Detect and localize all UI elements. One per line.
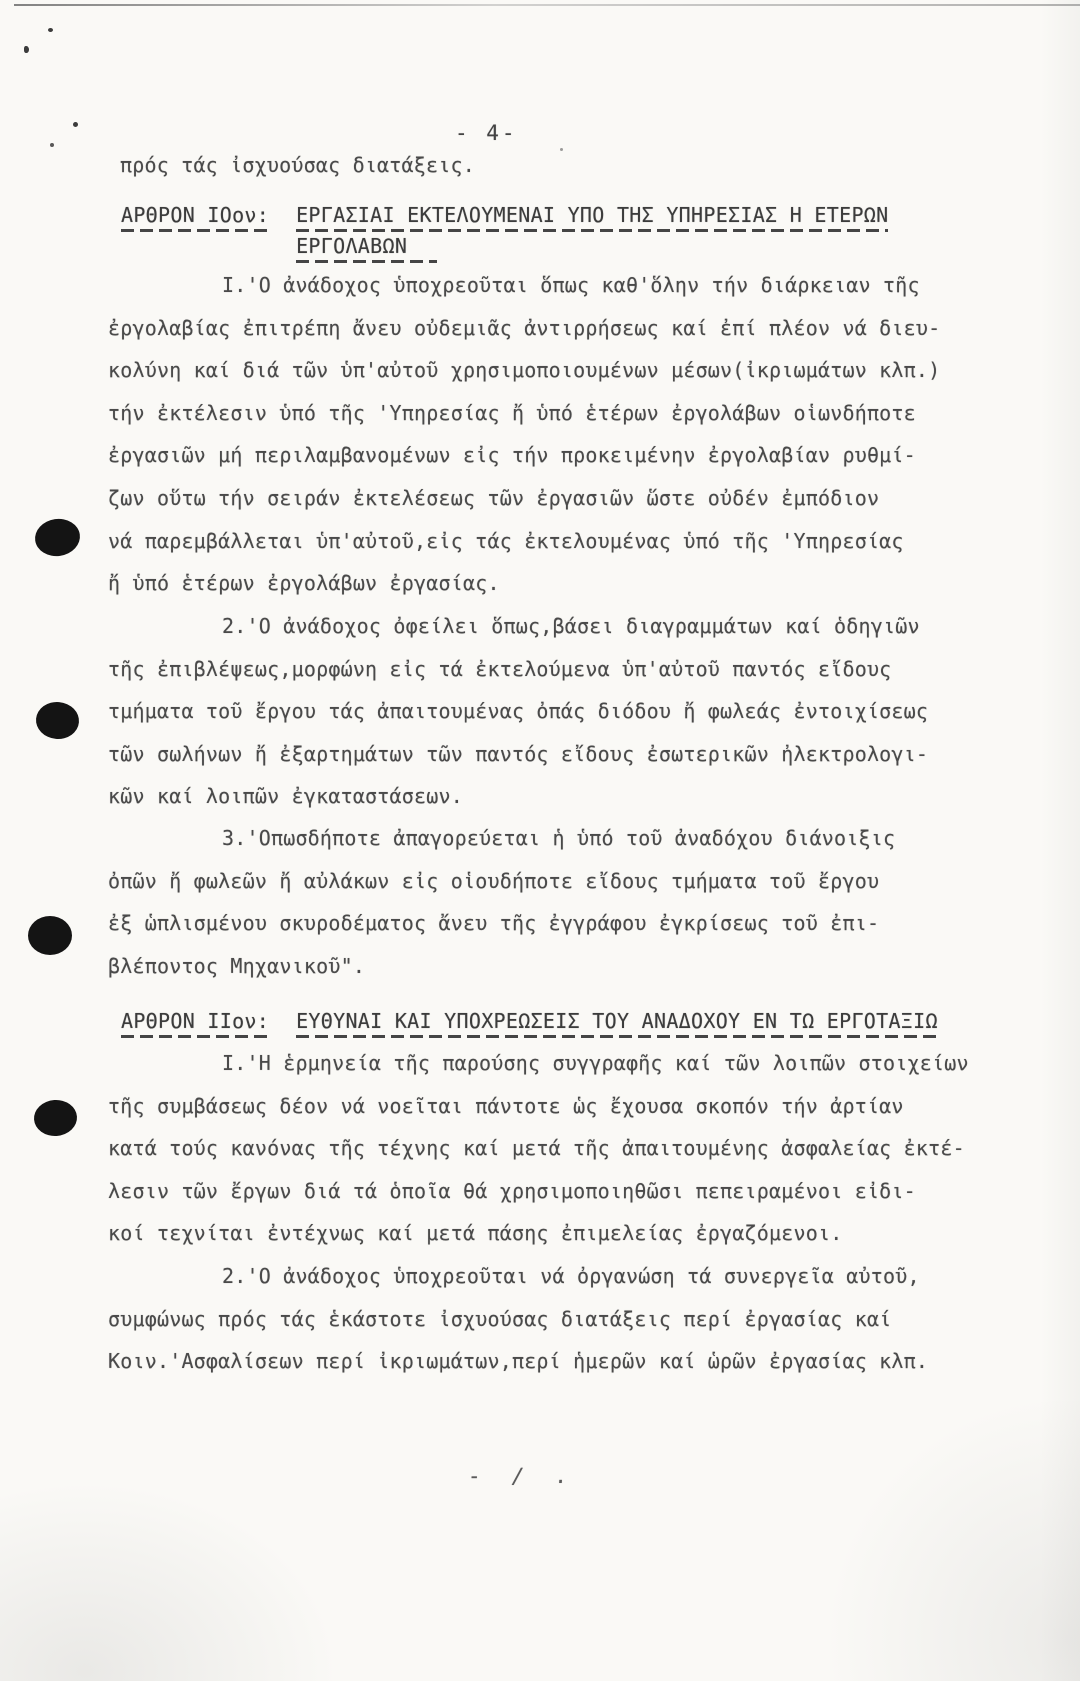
article-10-label: ΑΡΘΡΟΝ ΙΟον: <box>121 204 269 232</box>
ink-speck <box>24 46 29 53</box>
scan-edge-artifact <box>14 4 1080 6</box>
article-11-title-line: ΕΥΘΥΝΑΙ ΚΑΙ ΥΠΟΧΡΕΩΣΕΙΣ ΤΟΥ ΑΝΑΔΟΧΟΥ ΕΝ ΤΩ ΕΡΓΟΤΑΞΙΩ <box>296 1010 938 1038</box>
text-line: ἐργολαβίας ἐπιτρέπη ἄνευ οὐδεμιᾶς ἀντιρρήσεως καί ἐπί πλέον νά διευ- <box>108 315 941 340</box>
paragraph-11-1 <box>108 1042 969 1255</box>
article-11-title <box>296 1010 938 1041</box>
text-line: 2.'Ο ἀνάδοχος ὑποχρεοῦται νά ὀργανώση τά συνεργεῖα αὐτοῦ, <box>222 1264 920 1288</box>
text-line: κοί τεχνίται ἐντέχνως καί μετά πάσης ἐπιμελείας ἐργαζόμενοι. <box>108 1221 843 1246</box>
article-10-title-line: ΕΡΓΑΣΙΑΙ ΕΚΤΕΛΟΥΜΕΝΑΙ ΥΠΟ ΤΗΣ ΥΠΗΡΕΣΙΑΣ Η ΕΤΕΡΩΝ <box>296 204 888 232</box>
paragraph-11-2 <box>108 1255 928 1383</box>
ink-speck <box>73 122 78 127</box>
text-line: τῶν σωλήνων ἤ ἐξαρτημάτων τῶν παντός εἴδους ἐσωτερικῶν ἠλεκτρολογι- <box>108 741 929 766</box>
text-line: κολύνη καί διά τῶν ὑπ'αὐτοῦ χρησιμοποιουμένων μέσων(ἰκριωμάτων κλπ.) <box>108 358 941 383</box>
paragraph-10-1 <box>108 264 940 605</box>
ink-speck <box>50 143 54 147</box>
binder-hole-mark <box>28 916 72 955</box>
continuation-mark: - / . <box>467 1464 578 1488</box>
text-line: τῆς ἐπιβλέψεως,μορφώνη εἰς τά ἐκτελούμενα ὑπ'αὐτοῦ παντός εἴδους <box>108 656 892 681</box>
text-line: Ι.'Η ἑρμηνεία τῆς παρούσης συγγραφῆς καί τῶν λοιπῶν στοιχείων <box>222 1051 969 1075</box>
ink-speck <box>48 28 53 32</box>
paragraph-10-3 <box>108 817 895 987</box>
text-line: Κοιν.'Ασφαλίσεων περί ἰκριωμάτων,περί ἡμερῶν καί ὡρῶν ἐργασίας κλπ. <box>108 1349 929 1374</box>
article-10-title <box>296 204 888 266</box>
text-line: ζων οὕτω τήν σειράν ἐκτελέσεως τῶν ἐργασιῶν ὥστε οὐδέν ἐμπόδιον <box>108 485 880 510</box>
text-line: ἐξ ὡπλισμένου σκυροδέματος ἄνευ τῆς ἐγγράφου ἐγκρίσεως τοῦ ἐπι- <box>108 911 880 936</box>
intro-line: πρός τάς ἰσχυούσας διατάξεις. <box>120 153 475 177</box>
article-11-label: ΑΡΘΡΟΝ ΙΙον: <box>121 1010 269 1038</box>
binder-hole-mark <box>34 700 80 741</box>
text-line: κατά τούς κανόνας τῆς τέχνης καί μετά τῆς ἀπαιτουμένης ἀσφαλείας ἐκτέ- <box>108 1136 965 1161</box>
article-11-heading <box>121 1010 938 1041</box>
article-10-heading <box>121 204 888 266</box>
text-line: συμφώνως πρός τάς ἑκάστοτε ἰσχυούσας διατάξεις περί ἐργασίας καί <box>108 1306 892 1331</box>
text-line: τμήματα τοῦ ἔργου τάς ἀπαιτουμένας ὀπάς διόδου ἤ φωλεάς ἐντοιχίσεως <box>108 699 929 724</box>
ink-speck <box>560 148 563 151</box>
text-line: κῶν καί λοιπῶν ἐγκαταστάσεων. <box>108 784 463 809</box>
text-line: ἐργασιῶν μή περιλαμβανομένων εἰς τήν προκειμένην ἐργολαβίαν ρυθμί- <box>108 443 916 468</box>
text-line: τῆς συμβάσεως δέον νά νοεῖται πάντοτε ὡς ἔχουσα σκοπόν τήν ἀρτίαν <box>108 1093 904 1118</box>
page-number: - 4- <box>455 121 518 145</box>
scan-shading <box>1040 0 1080 1681</box>
scan-shading <box>830 1400 1080 1681</box>
text-line: τήν ἐκτέλεσιν ὑπό τῆς 'Υπηρεσίας ἤ ὑπό ἑτέρων ἐργολάβων οἱωνδήποτε <box>108 400 916 425</box>
article-10-title-line: ΕΡΓΟΛΑΒΩΝ <box>296 235 437 263</box>
text-line: ἤ ὑπό ἑτέρων ἐργολάβων ἐργασίας. <box>108 571 500 596</box>
paragraph-10-2 <box>108 605 928 818</box>
text-line: λεσιν τῶν ἔργων διά τά ὁποῖα θά χρησιμοποιηθῶσι πεπειραμένοι εἰδι- <box>108 1178 916 1203</box>
text-line: 3.'Οπωσδήποτε ἀπαγορεύεται ἡ ὑπό τοῦ ἀναδόχου διάνοιξις <box>222 826 896 850</box>
binder-hole-mark <box>33 1099 78 1138</box>
scan-shading <box>0 1480 340 1681</box>
text-line: Ι.'Ο ἀνάδοχος ὑποχρεοῦται ὅπως καθ'ὅλην τήν διάρκειαν τῆς <box>222 273 920 297</box>
text-line: ὀπῶν ἤ φωλεῶν ἤ αὐλάκων εἰς οἱουδήποτε εἴδους τμήματα τοῦ ἔργου <box>108 868 880 893</box>
binder-hole-mark <box>33 516 83 559</box>
text-line: νά παρεμβάλλεται ὑπ'αὐτοῦ,εἰς τάς ἐκτελουμένας ὑπό τῆς 'Υπηρεσίας <box>108 528 904 553</box>
text-line: 2.'Ο ἀνάδοχος ὀφείλει ὅπως,βάσει διαγραμμάτων καί ὁδηγιῶν <box>222 614 920 638</box>
text-line: βλέποντος Μηχανικοῦ". <box>108 953 366 978</box>
